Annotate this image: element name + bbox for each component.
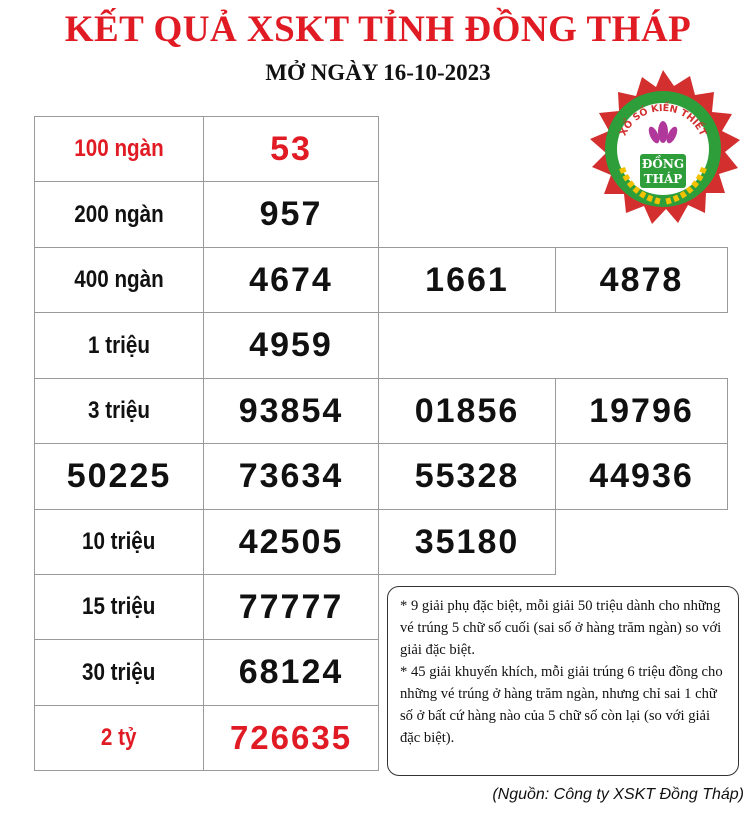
prize-label-3m: 3 triệu bbox=[34, 378, 204, 444]
prize-number: 4959 bbox=[203, 312, 379, 379]
prize-number: 50225 bbox=[34, 443, 204, 510]
prize-label-100k: 100 ngàn bbox=[34, 116, 204, 182]
prize-number: 4878 bbox=[555, 247, 728, 313]
prize-label-200k: 200 ngàn bbox=[34, 181, 204, 248]
prize-label-15m: 15 triệu bbox=[34, 574, 204, 640]
prize-number: 55328 bbox=[378, 443, 556, 510]
prize-label-2b: 2 tỷ bbox=[34, 705, 204, 771]
prize-number: 35180 bbox=[378, 509, 556, 575]
logo-line2: THÁP bbox=[643, 172, 683, 186]
prize-number: 53 bbox=[203, 116, 379, 182]
prize-number: 19796 bbox=[555, 378, 728, 444]
prize-number: 42505 bbox=[203, 509, 379, 575]
prize-number: 1661 bbox=[378, 247, 556, 313]
note-line-2: * 45 giải khuyến khích, mỗi giải trúng 6 triệu đồng cho những vé trúng ở hàng trăm ngàn, nhưng chỉ sai 1 chữ số ở bất cứ hàng nào của 5 chữ số còn lại (so với giải đặc biệt). bbox=[400, 664, 723, 746]
prize-number: 4674 bbox=[203, 247, 379, 313]
logo-arc-text: XỔ SỐ KIẾN THIẾT bbox=[617, 102, 709, 138]
prize-note-box bbox=[387, 586, 739, 776]
prize-number: 957 bbox=[203, 181, 379, 248]
note-line-1: * 9 giải phụ đặc biệt, mỗi giải 50 triệu dành cho những vé trúng 5 chữ số cuối (sai số ở hàng trăm ngàn) so với giải đặc biệt. bbox=[400, 598, 722, 658]
prize-label-30m: 30 triệu bbox=[34, 639, 204, 706]
prize-number: 93854 bbox=[203, 378, 379, 444]
logo-line1: ĐỒNG bbox=[641, 157, 685, 171]
prize-label-1m: 1 triệu bbox=[34, 312, 204, 379]
prize-number: 01856 bbox=[378, 378, 556, 444]
dong-thap-lottery-logo bbox=[582, 68, 744, 230]
prize-number-special: 726635 bbox=[203, 705, 379, 771]
page-title: KẾT QUẢ XSKT TỈNH ĐỒNG THÁP bbox=[64, 9, 692, 50]
prize-number: 73634 bbox=[203, 443, 379, 510]
source-credit: (Nguồn: Công ty XSKT Đồng Tháp) bbox=[492, 786, 744, 803]
prize-number: 44936 bbox=[555, 443, 728, 510]
prize-number: 77777 bbox=[203, 574, 379, 640]
prize-label-10m: 10 triệu bbox=[34, 509, 204, 575]
prize-label-400k: 400 ngàn bbox=[34, 247, 204, 313]
draw-date: MỞ NGÀY 16-10-2023 bbox=[265, 60, 491, 85]
prize-number: 68124 bbox=[203, 639, 379, 706]
